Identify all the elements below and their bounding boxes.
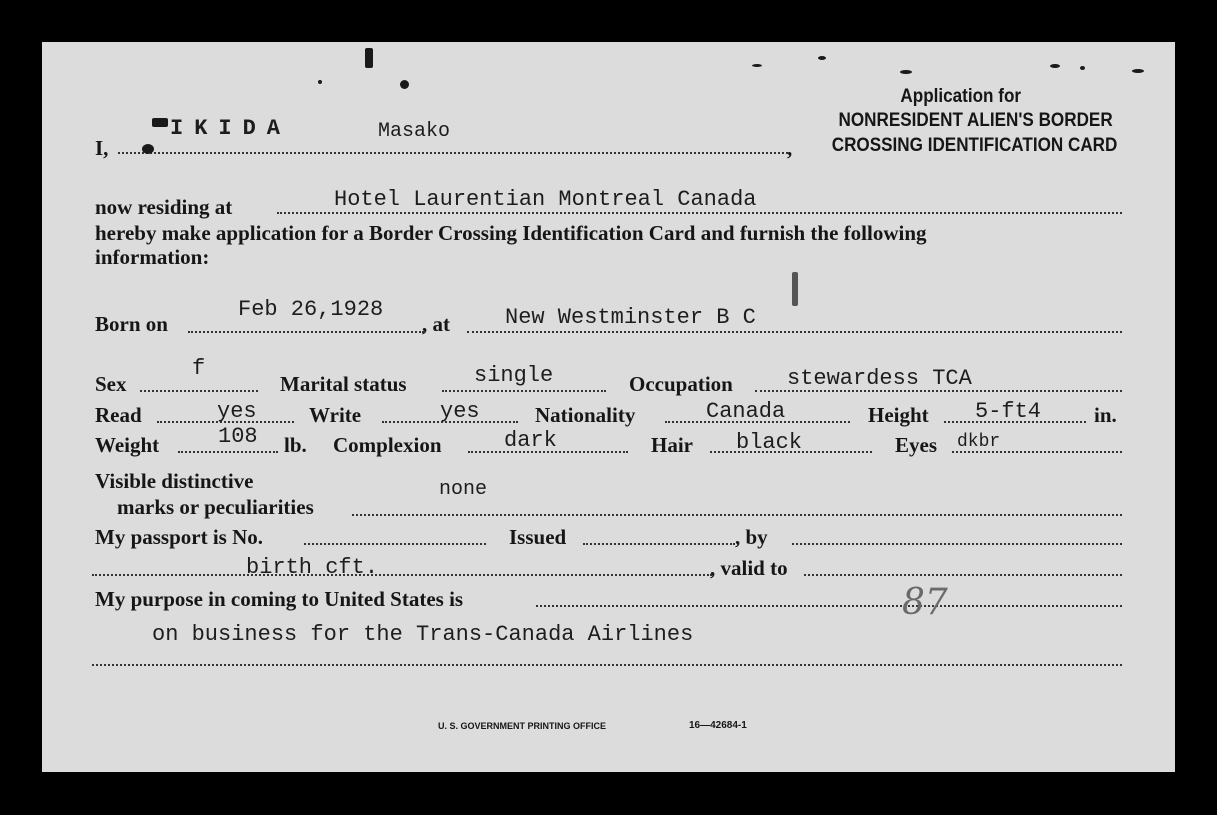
label-inches: in.: [1094, 403, 1117, 427]
ink-speck: [1132, 69, 1144, 73]
label-lb: lb.: [284, 433, 307, 457]
passport-line-2-value: birth cft.: [246, 555, 379, 580]
distinctive-marks-value: none: [439, 478, 488, 501]
label-sex: Sex: [95, 372, 127, 396]
label-valid-to: , valid to: [710, 556, 788, 580]
label-nationality: Nationality: [535, 403, 636, 427]
ink-speck: [900, 70, 912, 74]
purpose-line-2: [92, 664, 1122, 666]
birth-date-value: Feb 26,1928: [238, 297, 384, 322]
complexion-value: dark: [504, 428, 557, 453]
birth-date-line: [188, 331, 424, 333]
ink-speck: [752, 64, 762, 67]
purpose-value: on business for the Trans-Canada Airlines: [152, 622, 694, 647]
label-now-residing-at: now residing at: [95, 195, 233, 219]
nationality-value: Canada: [706, 399, 786, 424]
label-occupation: Occupation: [629, 372, 733, 396]
label-hair: Hair: [651, 433, 693, 457]
label-weight: Weight: [95, 433, 160, 457]
ink-speck: [1050, 64, 1060, 68]
header-application-for: Application for: [900, 86, 1021, 107]
ink-speck: [152, 118, 168, 127]
footer-printer: U. S. GOVERNMENT PRINTING OFFICE: [438, 721, 607, 731]
label-marks-or-peculiarities: marks or peculiarities: [117, 495, 314, 519]
label-purpose: My purpose in coming to United States is: [95, 587, 464, 611]
ink-speck: [400, 80, 409, 89]
label-by: , by: [735, 525, 768, 549]
label-visible-distinctive: Visible distinctive: [95, 469, 254, 493]
ink-speck: [818, 56, 826, 60]
purpose-line: [536, 605, 1122, 607]
label-height: Height: [868, 403, 929, 427]
passport-line-2: [92, 574, 712, 576]
marital-status-line: [442, 390, 606, 392]
valid-to-line: [804, 574, 1122, 576]
ink-speck: [142, 144, 154, 154]
birth-place-line: [467, 331, 1122, 333]
name-line: [118, 152, 788, 154]
by-line: [792, 543, 1122, 545]
read-value: yes: [217, 399, 257, 424]
ink-speck: [318, 80, 322, 84]
footer-form-number: 16—42684-1: [689, 720, 747, 731]
label-born-on: Born on: [95, 312, 168, 336]
label-eyes: Eyes: [895, 433, 937, 457]
hereby-text: hereby make application for a Border Crossing Identification Card and furnish the following: [95, 221, 927, 245]
occupation-value: stewardess TCA: [787, 366, 972, 391]
label-passport-no: My passport is No.: [95, 525, 264, 549]
information-text: information:: [95, 245, 210, 269]
birth-place-value: New Westminster B C: [505, 305, 756, 330]
address-value: Hotel Laurentian Montreal Canada: [334, 187, 757, 212]
header-nonresident-alien: NONRESIDENT ALIEN'S BORDER: [838, 110, 1113, 131]
label-i: I,: [95, 136, 109, 160]
name-comma: ,: [787, 136, 793, 160]
sex-value: f: [192, 356, 206, 381]
height-value: 5-ft4: [975, 399, 1042, 424]
label-write: Write: [309, 403, 362, 427]
marital-status-value: single: [474, 363, 554, 388]
label-complexion: Complexion: [333, 433, 442, 457]
write-value: yes: [440, 399, 480, 424]
label-at: , at: [422, 312, 450, 336]
label-issued: Issued: [509, 525, 567, 549]
sex-line: [140, 390, 258, 392]
passport-no-line: [304, 543, 486, 545]
ink-speck: [1080, 66, 1085, 70]
issued-line: [583, 543, 735, 545]
surname-value: IKIDA: [170, 116, 292, 141]
ink-speck: [365, 48, 373, 68]
hair-value: black: [736, 430, 803, 455]
handwritten-number: 87: [902, 582, 948, 623]
address-line: [277, 212, 1122, 214]
marks-line: [352, 514, 1122, 516]
label-marital-status: Marital status: [280, 372, 407, 396]
given-name-value: Masako: [378, 120, 451, 143]
eyes-value: dkbr: [957, 432, 1001, 452]
border-crossing-card: [42, 42, 1175, 772]
ink-speck: [792, 272, 798, 306]
weight-line: [178, 451, 278, 453]
header-crossing-card: CROSSING IDENTIFICATION CARD: [831, 135, 1117, 156]
weight-value: 108: [218, 424, 258, 449]
label-read: Read: [95, 403, 142, 427]
